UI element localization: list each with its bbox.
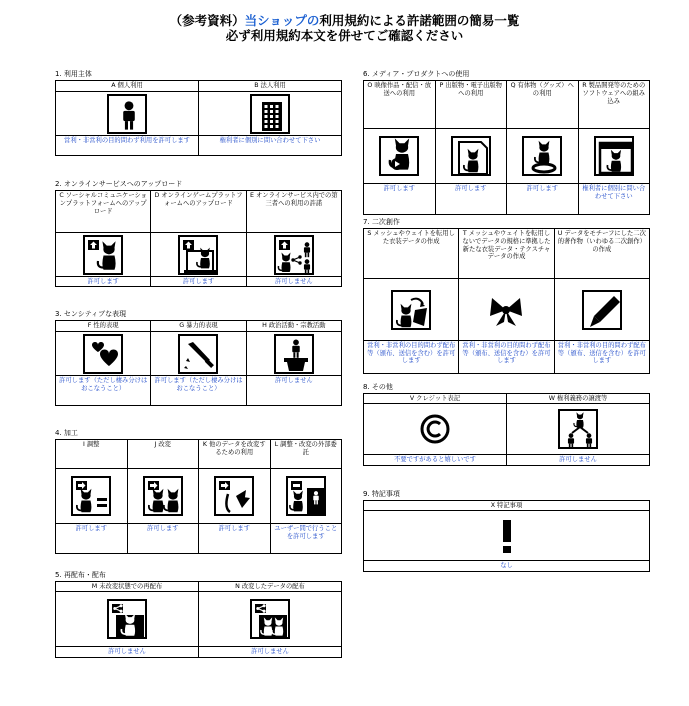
icon-cell <box>56 332 151 376</box>
section-s3 <box>55 310 342 406</box>
icon-cell <box>247 233 342 277</box>
permission-result: 許可します <box>436 184 508 215</box>
icon-cell <box>555 279 650 341</box>
exclamation-icon <box>487 516 527 556</box>
permission-result: 許可します <box>56 277 151 287</box>
icon-cell <box>364 404 507 455</box>
permission-result: 権利者に個別に問い合わせて下さい <box>199 136 342 156</box>
section-table <box>55 581 342 658</box>
permission-result: 営利・非営利の目的問わず配布等（頒布、送信を含む）を許可します <box>555 341 650 374</box>
icon-cell <box>56 469 128 524</box>
permission-result: 許可しません <box>247 277 342 287</box>
title-prefix: （参考資料） <box>169 13 245 28</box>
permission-result: 営利・非営利の目的問わず配布等（頒布、送信を含む）を許可します <box>459 341 554 374</box>
goods-icon <box>522 136 562 176</box>
game-upload-icon <box>178 235 218 275</box>
hearts-icon <box>83 334 123 374</box>
ribbon-icon <box>214 476 254 516</box>
modify-icon <box>143 476 183 516</box>
redistribute-icon <box>107 599 147 639</box>
knife-icon <box>178 334 218 374</box>
column-header: V クレジット表記 <box>364 394 507 404</box>
column-header: I 調整 <box>56 440 128 469</box>
permission-result: 許可します <box>199 524 271 554</box>
icon-cell <box>56 233 151 277</box>
permission-result: 不要ですがあると嬉しいです <box>364 455 507 466</box>
person-icon <box>107 94 147 134</box>
permission-result: 許可します（ただし棲み分けはおこなうこと） <box>56 376 151 406</box>
section-s8 <box>363 383 650 466</box>
icon-cell <box>199 469 271 524</box>
title-shop: 当ショップの <box>244 13 320 28</box>
pen-icon <box>582 290 622 330</box>
icon-cell <box>364 129 436 184</box>
title-line-2: 必ず利用規約本文を併せてご確認ください <box>225 28 464 43</box>
section-title: 7. 二次創作 <box>363 218 400 226</box>
permission-result: 営利・非営利の目的問わず利用を許可します <box>56 136 199 156</box>
icon-cell <box>507 404 650 455</box>
video-icon <box>379 136 419 176</box>
column-header: C ソーシャルコミュニケーションプラットフォームへのアップロード <box>56 191 151 233</box>
column-header: N 改変したデータの配布 <box>199 582 342 592</box>
column-header: B 法人利用 <box>199 81 342 92</box>
outsource-icon <box>286 476 326 516</box>
permission-result: 許可しません <box>56 647 199 658</box>
permission-result: 許可します <box>364 184 436 215</box>
section-table <box>363 500 650 572</box>
icon-cell <box>507 129 579 184</box>
column-header: A 個人利用 <box>56 81 199 92</box>
section-title: 2. オンラインサービスへのアップロード <box>55 180 183 188</box>
section-title: 3. センシティブな表現 <box>55 310 127 318</box>
column-header: O 映像作品・配信・放送への利用 <box>364 81 436 129</box>
section-table <box>363 228 650 374</box>
icon-cell <box>271 469 343 524</box>
column-header: S メッシュやウェイトを転用した衣装データの作成 <box>364 229 459 279</box>
permission-result: 許可します <box>56 524 128 554</box>
column-header: J 改変 <box>128 440 200 469</box>
column-header: W 権利義務の譲渡等 <box>507 394 650 404</box>
permission-result: 許可します（ただし棲み分けはおこなうこと） <box>151 376 246 406</box>
podium-icon <box>274 334 314 374</box>
publication-icon <box>451 136 491 176</box>
section-title: 1. 利用主体 <box>55 70 92 78</box>
copyright-icon <box>415 409 455 449</box>
permission-result: なし <box>364 561 650 572</box>
icon-cell <box>199 592 342 647</box>
section-s1 <box>55 70 342 156</box>
icon-cell <box>56 592 199 647</box>
column-header: T メッシュやウェイトを転用しないでデータの規格に準拠した新たな衣装データ・テクスチャデータの作成 <box>459 229 554 279</box>
column-header: H 政治活動・宗教活動 <box>247 321 342 332</box>
section-s6 <box>363 70 650 215</box>
column-header: P 出版物・電子出版物への利用 <box>436 81 508 129</box>
section-table <box>55 439 342 554</box>
column-header: U データをモチーフにした二次的著作物（いわゆる二次創作）の作成 <box>555 229 650 279</box>
section-table <box>363 80 650 215</box>
column-header: D オンラインゲームプラットフォームへのアップロード <box>151 191 246 233</box>
transfer-icon <box>558 409 598 449</box>
permission-result: 許可しません <box>247 376 342 406</box>
section-s9 <box>363 490 650 572</box>
section-table <box>363 393 650 466</box>
permission-result: 許可します <box>151 277 246 287</box>
column-header: Q 有体物（グッズ）への利用 <box>507 81 579 129</box>
icon-cell <box>199 92 342 136</box>
section-s5 <box>55 571 342 658</box>
section-table <box>55 80 342 156</box>
title-line-1 <box>0 13 689 28</box>
permission-result: 許可します <box>128 524 200 554</box>
section-title: 5. 再配布・配布 <box>55 571 106 579</box>
icon-cell <box>247 332 342 376</box>
section-title: 4. 加工 <box>55 429 78 437</box>
section-table <box>55 190 342 287</box>
section-title: 6. メディア・プロダクトへの使用 <box>363 70 470 78</box>
column-header: X 特記事項 <box>364 501 650 511</box>
column-header: R 製品開発等のためのソフトウェアへの組み込み <box>579 81 651 129</box>
column-header: M 未改変状態での再配布 <box>56 582 199 592</box>
mesh-reuse-icon <box>391 290 431 330</box>
column-header: K 他のデータを改変するための利用 <box>199 440 271 469</box>
software-icon <box>594 136 634 176</box>
column-header: F 性的表現 <box>56 321 151 332</box>
adjust-icon <box>71 476 111 516</box>
permission-result: 権利者に個別に問い合わせて下さい <box>579 184 651 215</box>
icon-cell <box>459 279 554 341</box>
bow-icon <box>486 290 526 330</box>
share-third-party-icon <box>274 235 314 275</box>
section-s2 <box>55 180 342 287</box>
column-header: G 暴力的表現 <box>151 321 246 332</box>
permission-result: 許可します <box>507 184 579 215</box>
icon-cell <box>364 279 459 341</box>
section-title: 8. その他 <box>363 383 393 391</box>
section-title: 9. 特記事項 <box>363 490 400 498</box>
icon-cell <box>56 92 199 136</box>
permission-result: ユーザー間で行うことを許可します <box>271 524 343 554</box>
section-s4 <box>55 429 342 554</box>
column-header: E オンラインサービス内での第三者への利用の許諾 <box>247 191 342 233</box>
icon-cell <box>151 332 246 376</box>
icon-cell <box>151 233 246 277</box>
icon-cell <box>436 129 508 184</box>
page-title <box>0 13 689 43</box>
permission-result: 営利・非営利の目的問わず配布等（頒布、送信を含む）を許可します <box>364 341 459 374</box>
icon-cell <box>364 511 650 561</box>
column-header: L 調整・改変の外部委託 <box>271 440 343 469</box>
icon-cell <box>579 129 651 184</box>
section-s7 <box>363 218 650 374</box>
upload-cat-icon <box>83 235 123 275</box>
icon-cell <box>128 469 200 524</box>
permission-result: 許可しません <box>507 455 650 466</box>
building-icon <box>250 94 290 134</box>
permission-result: 許可しません <box>199 647 342 658</box>
title-rest: 利用規約による許諾範囲の簡易一覧 <box>319 13 520 28</box>
section-table <box>55 320 342 406</box>
distribute-modified-icon <box>250 599 290 639</box>
